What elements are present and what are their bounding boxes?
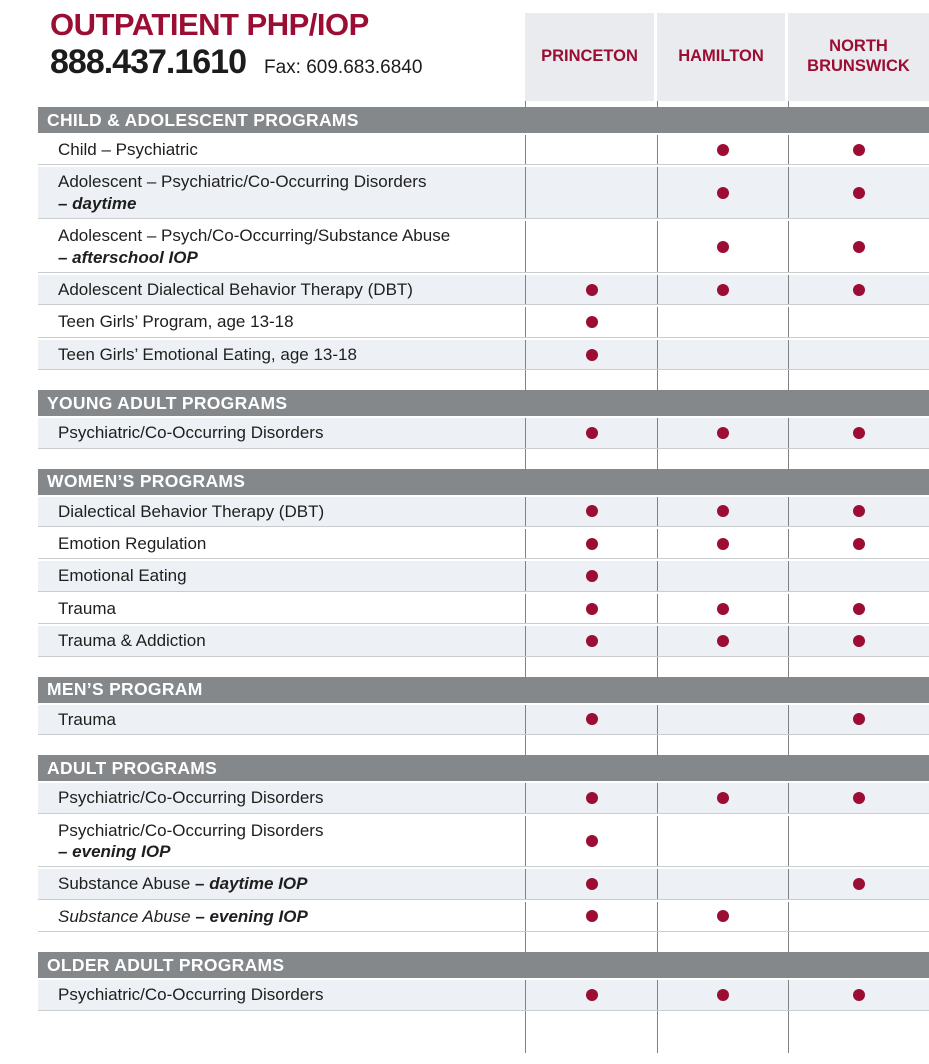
column-line-cell [788,735,929,755]
program-label [38,705,525,734]
availability-cell [657,594,788,623]
availability-cell [788,980,929,1009]
spacer-label-cell [38,370,525,390]
availability-cell [525,594,657,623]
availability-cell [657,869,788,898]
program-row [38,902,929,932]
availability-cell [525,340,657,369]
column-line-cell [788,449,929,469]
availability-dot [717,144,729,156]
program-label-line: Psychiatric/Co-Occurring Disorders [58,788,324,808]
availability-dot [586,910,598,922]
availability-cell [657,340,788,369]
column-line-cell [788,657,929,677]
availability-cell [788,340,929,369]
availability-cell [657,561,788,590]
program-label [38,307,525,336]
availability-cell [788,221,929,272]
phone-number: 888.437.1610 [50,43,246,82]
availability-cell [657,902,788,931]
program-label-line: – evening IOP [58,841,171,861]
availability-dot [853,241,865,253]
availability-dot [717,635,729,647]
availability-dot [586,878,598,890]
program-label-line: – afterschool IOP [58,247,198,267]
program-row [38,418,929,448]
availability-dot [717,792,729,804]
section-gap [38,932,929,952]
program-row [38,561,929,591]
program-row [38,497,929,527]
availability-cell [657,980,788,1009]
program-row [38,221,929,273]
table-bottom-extension [38,1011,929,1053]
availability-cell [525,561,657,590]
availability-dot [586,989,598,1001]
column-line-cell [788,370,929,390]
availability-cell [525,167,657,218]
availability-cell [525,626,657,655]
availability-cell [788,705,929,734]
column-line-cell [788,101,929,107]
availability-dot [717,910,729,922]
program-label [38,902,525,931]
availability-cell [788,275,929,304]
availability-dot [853,989,865,1001]
availability-dot [853,144,865,156]
availability-cell [657,307,788,336]
program-label-line: – daytime [58,193,137,213]
program-label [38,626,525,655]
availability-dot [717,284,729,296]
page-header [0,0,929,101]
program-row [38,594,929,624]
column-line-cell [525,657,657,677]
spacer-label-cell [38,449,525,469]
availability-dot [586,713,598,725]
program-row [38,816,929,868]
availability-dot [586,505,598,517]
program-label-line: Adolescent – Psychiatric/Co-Occurring Disorders [58,172,427,192]
program-label [38,816,525,867]
column-line-cell [788,1011,929,1053]
availability-cell [525,705,657,734]
availability-cell [657,275,788,304]
availability-cell [657,221,788,272]
program-label [38,869,525,898]
availability-dot [586,603,598,615]
availability-cell [525,275,657,304]
availability-dot [586,792,598,804]
column-line-cell [657,1011,788,1053]
program-label [38,980,525,1009]
spacer-label-cell [38,101,525,107]
program-label [38,221,525,272]
availability-dot [717,538,729,550]
availability-cell [525,307,657,336]
location-header-hamilton: HAMILTON [657,13,785,101]
section-title: WOMEN’S PROGRAMS [47,471,246,492]
program-row [38,167,929,219]
availability-dot [853,713,865,725]
program-label-line: Emotion Regulation [58,534,207,554]
availability-cell [525,816,657,867]
availability-dot [853,635,865,647]
program-label-line: Psychiatric/Co-Occurring Disorders [58,820,324,840]
column-line-cell [525,449,657,469]
title-block [38,0,525,101]
section-title: YOUNG ADULT PROGRAMS [47,392,288,413]
program-label-line: Dialectical Behavior Therapy (DBT) [58,501,325,521]
availability-dot [586,427,598,439]
program-label-line: Trauma [58,598,116,618]
spacer-label-cell [38,932,525,952]
section-header [38,677,929,703]
program-label-line: Adolescent – Psych/Co-Occurring/Substance Abuse [58,226,451,246]
availability-dot [853,284,865,296]
availability-cell [657,529,788,558]
program-label-line: Psychiatric/Co-Occurring Disorders [58,423,324,443]
program-label [38,594,525,623]
column-line-cell [525,1011,657,1053]
availability-cell [525,783,657,812]
availability-cell [657,135,788,164]
column-line-cell [657,370,788,390]
availability-cell [657,626,788,655]
program-label [38,275,525,304]
section-title: MEN’S PROGRAM [47,679,203,700]
availability-cell [525,221,657,272]
column-line-cell [788,932,929,952]
availability-dot [586,349,598,361]
program-row [38,705,929,735]
availability-dot [717,989,729,1001]
availability-cell [525,980,657,1009]
availability-cell [525,902,657,931]
program-row [38,869,929,899]
section-title: CHILD & ADOLESCENT PROGRAMS [47,109,359,130]
program-label-line: Adolescent Dialectical Behavior Therapy (DBT) [58,280,413,300]
availability-cell [525,869,657,898]
availability-cell [788,529,929,558]
program-label-line: Trauma [58,709,116,729]
availability-dot [853,505,865,517]
section-gap [38,449,929,469]
column-line-cell [657,735,788,755]
column-line-cell [525,101,657,107]
availability-dot [853,603,865,615]
program-label [38,497,525,526]
program-label [38,418,525,447]
program-label [38,167,525,218]
program-row [38,135,929,165]
program-row [38,783,929,813]
spacer-label-cell [38,657,525,677]
availability-cell [657,816,788,867]
page-title: OUTPATIENT PHP/IOP [50,7,369,42]
program-label [38,783,525,812]
availability-dot [586,570,598,582]
section-header [38,390,929,416]
availability-dot [853,427,865,439]
column-line-cell [525,735,657,755]
location-header-north-brunswick: NORTH BRUNSWICK [788,13,929,101]
program-label-line: Teen Girls’ Emotional Eating, age 13-18 [58,344,357,364]
availability-dot [853,792,865,804]
section-header [38,952,929,978]
availability-dot [853,878,865,890]
section-header [38,469,929,495]
availability-cell [788,307,929,336]
program-label-line: Psychiatric/Co-Occurring Disorders [58,985,324,1005]
program-label [38,561,525,590]
availability-cell [525,497,657,526]
availability-cell [657,497,788,526]
availability-dot [853,538,865,550]
availability-cell [788,869,929,898]
availability-dot [586,316,598,328]
program-label-line: Trauma & Addiction [58,631,206,651]
section-title: OLDER ADULT PROGRAMS [47,954,285,975]
section-header [38,755,929,781]
availability-dot [586,835,598,847]
availability-dot [586,635,598,647]
location-header-princeton: PRINCETON [525,13,654,101]
availability-cell [788,418,929,447]
spacer-label-cell [38,1011,525,1053]
availability-dot [717,505,729,517]
section-gap [38,370,929,390]
column-line-cell [525,932,657,952]
availability-cell [657,783,788,812]
column-line-cell [657,101,788,107]
section-header [38,107,929,133]
program-label [38,340,525,369]
section-gap [38,735,929,755]
program-label-line: Substance Abuse – evening IOP [58,906,308,926]
contact-line [50,43,525,82]
program-label-line: Child – Psychiatric [58,140,198,159]
availability-dot [586,538,598,550]
program-label-line: Substance Abuse – daytime IOP [58,874,308,894]
availability-dot [717,603,729,615]
programs-table [0,101,929,1053]
availability-cell [525,529,657,558]
availability-cell [788,594,929,623]
availability-dot [717,241,729,253]
program-row [38,529,929,559]
availability-cell [788,816,929,867]
section-gap [38,657,929,677]
availability-dot [717,427,729,439]
section-title: ADULT PROGRAMS [47,757,218,778]
spacer-label-cell [38,735,525,755]
column-line-cell [525,370,657,390]
availability-dot [853,187,865,199]
program-row [38,626,929,656]
program-row [38,307,929,337]
program-label [38,529,525,558]
availability-cell [525,418,657,447]
program-label-line: Teen Girls’ Program, age 13-18 [58,312,294,332]
column-line-cell [657,932,788,952]
availability-dot [717,187,729,199]
program-row [38,340,929,370]
availability-cell [657,705,788,734]
program-row [38,980,929,1010]
availability-cell [788,783,929,812]
program-row [38,275,929,305]
availability-cell [657,167,788,218]
availability-cell [788,497,929,526]
availability-cell [788,561,929,590]
program-label [38,135,525,164]
fax-number: Fax: 609.683.6840 [263,57,423,79]
column-line-cell [657,657,788,677]
availability-cell [788,135,929,164]
availability-dot [586,284,598,296]
program-label-line: Emotional Eating [58,566,187,586]
availability-cell [788,167,929,218]
availability-cell [788,902,929,931]
availability-cell [657,418,788,447]
availability-cell [788,626,929,655]
column-line-cell [657,449,788,469]
availability-cell [525,135,657,164]
column-line-strip [38,101,929,107]
